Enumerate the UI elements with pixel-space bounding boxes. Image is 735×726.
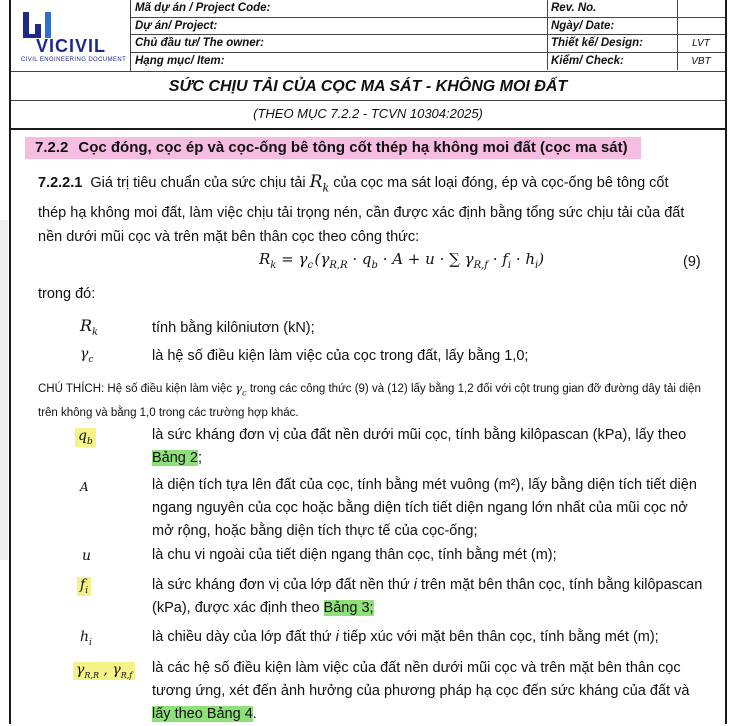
ref-table-4[interactable]: lấy theo Bảng 4	[152, 706, 253, 722]
ref-table-3[interactable]: Bảng 3;	[323, 600, 374, 616]
check-value: VBT	[691, 55, 711, 67]
def-gamma-c: là hệ số điều kiện làm việc của cọc trong đất, lấy bằng 1,0;	[152, 348, 529, 364]
rev-label: Rev. No.	[551, 2, 597, 14]
title-block	[11, 0, 725, 71]
page-title: SỨC CHỊU TẢI CỦA CỌC MA SÁT - KHÔNG MOI ĐẤT	[11, 71, 725, 101]
page-subtitle: (THEO MỤC 7.2.2 - TCVN 10304:2025)	[253, 106, 483, 121]
symbol-fi: $f_i$	[77, 577, 91, 596]
left-gutter	[0, 220, 8, 560]
symbol-gamma-c: $\gamma_c$	[80, 346, 94, 365]
header-row-item	[131, 53, 725, 71]
company-logo	[11, 0, 131, 71]
formula-9: $R_k = \gamma_c$ ($\gamma_{R,R} \cdot q_b \cdot A + u$ · ∑ $\gamma_{R,f} \cdot f_i \cdot h_i$)	[259, 250, 545, 271]
formula-number: (9)	[683, 254, 701, 270]
project-label: Dự án/ Project:	[135, 19, 218, 32]
def-u: là chu vi ngoài của tiết diện ngang thân cọc, tính bằng mét (m);	[152, 547, 557, 563]
symbol-qb: $q_b$	[75, 428, 96, 447]
clause-text-before: Giá trị tiêu chuẩn của sức chịu tải	[90, 175, 306, 191]
where-label: trong đó:	[38, 286, 96, 302]
symbol-u: u	[82, 548, 92, 564]
note-text-before: CHÚ THÍCH: Hệ số điều kiện làm việc	[38, 383, 233, 395]
document-sheet	[9, 0, 727, 724]
design-label: Thiết kế/ Design:	[551, 37, 644, 49]
note-text-after: trong các công thức (9) và (12) lấy bằng 1,2 đối với cột trung gian đỡ đường dây tải diện trên không và bằng 1,0 trong các trường hợp khác.	[38, 383, 701, 420]
def-hi: là chiều dày của lớp đất thứ i tiếp xúc với mặt bên thân cọc, tính bằng mét (m);	[152, 629, 659, 645]
ref-table-2[interactable]: Bảng 2	[152, 450, 198, 466]
section-title: Cọc đóng, cọc ép và cọc-ống bê tông cốt thép hạ không moi đất (cọc ma sát)	[78, 139, 628, 156]
logo-subtext: CIVIL ENGINEERING DOCUMENT	[21, 57, 127, 63]
symbol-Rk: $R_k$	[80, 316, 99, 339]
clause-number: 7.2.2.1	[38, 175, 83, 191]
check-label: Kiểm/ Check:	[551, 54, 624, 67]
def-fi: là sức kháng đơn vị của lớp đất nền thứ i trên mặt bên thân cọc, tính bằng kilôpascan (kPa), được xác định theo Bảng 3;	[152, 577, 703, 616]
clause-paragraph: 7.2.2.1 Giá trị tiêu chuẩn của sức chịu tải $R_k$ của cọc ma sát loại đóng, ép và cọc-ống bê tông cốt thép hạ không moi đất, làm việc chịu tải trọng nén, cần được xác định bằng tổng sức chịu tải của đất nền dưới mũi cọc và trên mặt bên thân cọc theo công thức:	[38, 172, 685, 246]
header-row-project	[131, 18, 725, 36]
symbol-A: A	[80, 480, 89, 494]
def-Rk: tính bằng kilôniutơn (kN);	[152, 320, 315, 336]
section-number: 7.2.2	[35, 139, 69, 156]
symbol-gamma-R: $\gamma_{R,R}$ , $\gamma_{R,f}$	[73, 662, 135, 680]
project-code-label: Mã dự án / Project Code:	[135, 2, 271, 14]
symbol-hi: $h_i$	[80, 629, 92, 648]
header-row-owner	[131, 35, 725, 53]
logo-text: VICIVIL	[36, 36, 107, 56]
owner-label: Chủ đầu tư/ The owner:	[135, 37, 264, 49]
section-heading	[25, 137, 641, 159]
def-A: là diện tích tựa lên đất của cọc, tính bằng mét vuông (m²), lấy bằng diện tích tiết diện ngang nguyên của cọc hoặc bằng diện tích tiết diện ngang lớn nhất của mũi cọc nở mở rộng, hoặc bằng diện tích thực tế của cọc-ống;	[152, 477, 697, 539]
clause-text-after: của cọc ma sát loại đóng, ép và cọc-ống bê tông cốt thép hạ không moi đất, làm việc chịu tải trọng nén, cần được xác định bằng tổng sức chịu tải của đất nền dưới mũi cọc và trên mặt bên thân cọc theo công thức:	[38, 175, 685, 246]
header-row-project-code	[131, 0, 725, 18]
divider	[11, 128, 725, 130]
date-label: Ngày/ Date:	[551, 19, 615, 32]
def-gamma-R: là các hệ số điều kiện làm việc của đất nền dưới mũi cọc và trên mặt bên thân cọc tương ứng, xét đến ảnh hưởng của phương pháp hạ cọc đến sức kháng của đất và lấy theo Bảng 4.	[152, 660, 690, 722]
def-qb: là sức kháng đơn vị của đất nền dưới mũi cọc, tính bằng kilôpascan (kPa), lấy theo Bảng 2;	[152, 427, 687, 466]
item-label: Hạng mục/ Item:	[135, 54, 225, 67]
design-value: LVT	[692, 38, 710, 49]
note: CHÚ THÍCH: Hệ số điều kiện làm việc $\gamma_c$ trong các công thức (9) và (12) lấy bằng 1,2 đối với cột trung gian đỡ đường dây tải diện trên không và bằng 1,0 trong các trường hợp khác.	[38, 381, 701, 420]
